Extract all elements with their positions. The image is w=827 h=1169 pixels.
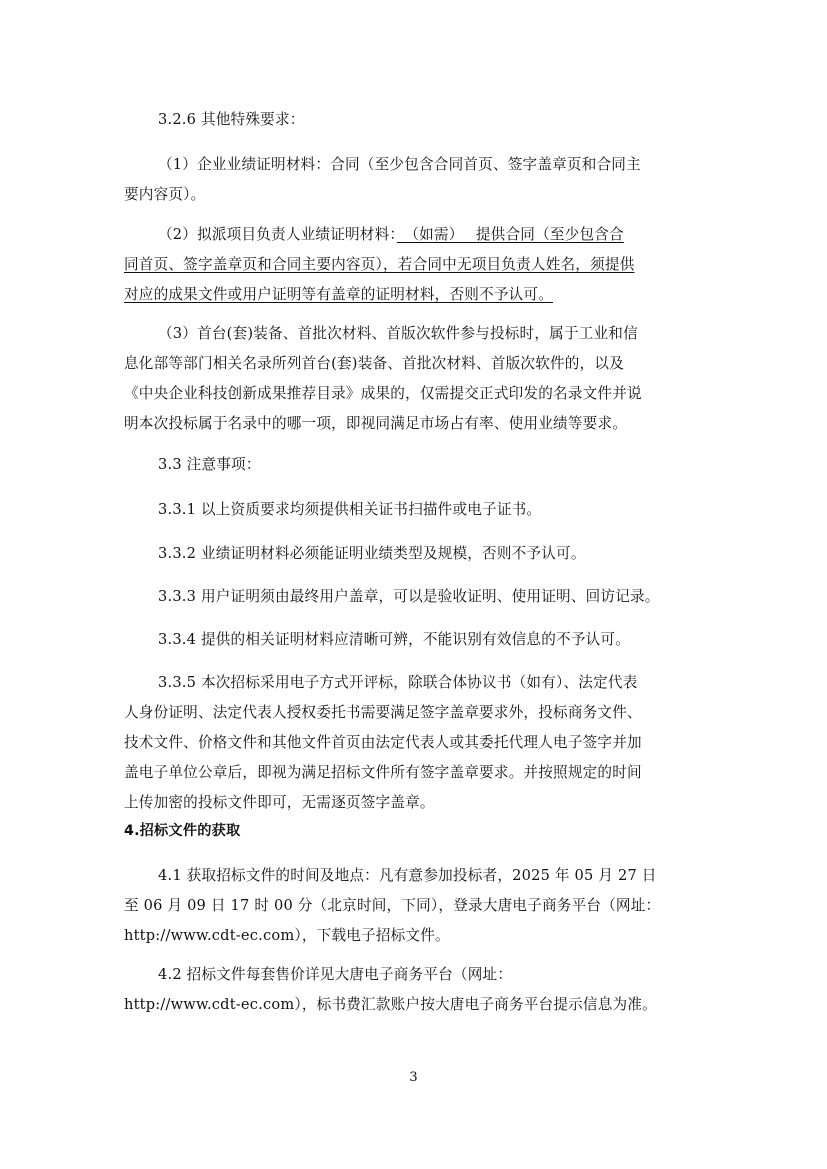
clause-3-3-4: 3.3.4 提供的相关证明材料应清晰可辨，不能识别有效信息的不予认可。	[158, 631, 630, 648]
clause-3-2-6-2-prefix: （2）拟派项目负责人业绩证明材料：	[158, 226, 397, 243]
clause-3-3-5: 3.3.5 本次招标采用电子方式开评标，除联合体协议书（如有）、法定代表 人身份证明、法定代表人授权委托书需要满足签字盖章要求外，投标商务文件、 技术文件、价格文件和其他文件首页由法定代表人或其委托代理人电子签字并加 盖电子单位公章后，即视为满足招标文件所有签字盖章要求。并按照规定的时间 上传加密的投标文件即可，无需逐页签字盖章。	[124, 674, 642, 811]
clause-3-2-6: 3.2.6 其他特殊要求：	[158, 111, 305, 128]
clause-3-2-6-2: （2）拟派项目负责人业绩证明材料： （如需） 提供合同（至少包含合 同首页、签字盖章页和合同主要内容页），若合同中无项目负责人姓名，须提供 对应的成果文件或用户证明等有盖章的证明材料，否则不予认可。	[124, 226, 635, 303]
clause-3-3: 3.3 注意事项：	[158, 456, 261, 473]
clause-3-3-2: 3.3.2 业绩证明材料必须能证明业绩类型及规模，否则不予认可。	[158, 545, 586, 562]
clause-4-2: 4.2 招标文件每套售价详见大唐电子商务平台（网址： http://www.cdt-ec.com），标书费汇款账户按大唐电子商务平台提示信息为准。	[124, 966, 657, 1013]
clause-3-2-6-2-underlined: （如需） 提供合同（至少包含合	[396, 226, 624, 243]
clause-3-2-6-3: （3）首台(套)装备、首批次材料、首版次软件参与投标时，属于工业和信 息化部等部门相关名录所列首台(套)装备、首批次材料、首版次软件的，以及 《中央企业科技创新成果推荐目录》成果的，仅需提交正式印发的名录文件并说 明本次投标属于名录中的哪一项，即视同满足市场占有率、使用业绩等要求。	[124, 325, 642, 432]
page-number: 3	[409, 1070, 418, 1085]
clause-4-1: 4.1 获取招标文件的时间及地点：凡有意参加投标者，2025 年 05 月 27 日 至 06 月 09 日 17 时 00 分（北京时间，下同），登录大唐电子商务平台（网址： http://www.cdt-ec.com），下载电子招标文件。	[124, 867, 661, 944]
clause-3-3-1: 3.3.1 以上资质要求均须提供相关证书扫描件或电子证书。	[158, 501, 542, 518]
clause-3-3-3: 3.3.3 用户证明须由最终用户盖章，可以是验收证明、使用证明、回访记录。	[158, 588, 660, 605]
section-heading-4: 4.招标文件的获取	[124, 823, 241, 839]
clause-3-2-6-1: （1）企业业绩证明材料：合同（至少包含合同首页、签字盖章页和合同主 要内容页）。	[124, 156, 641, 203]
